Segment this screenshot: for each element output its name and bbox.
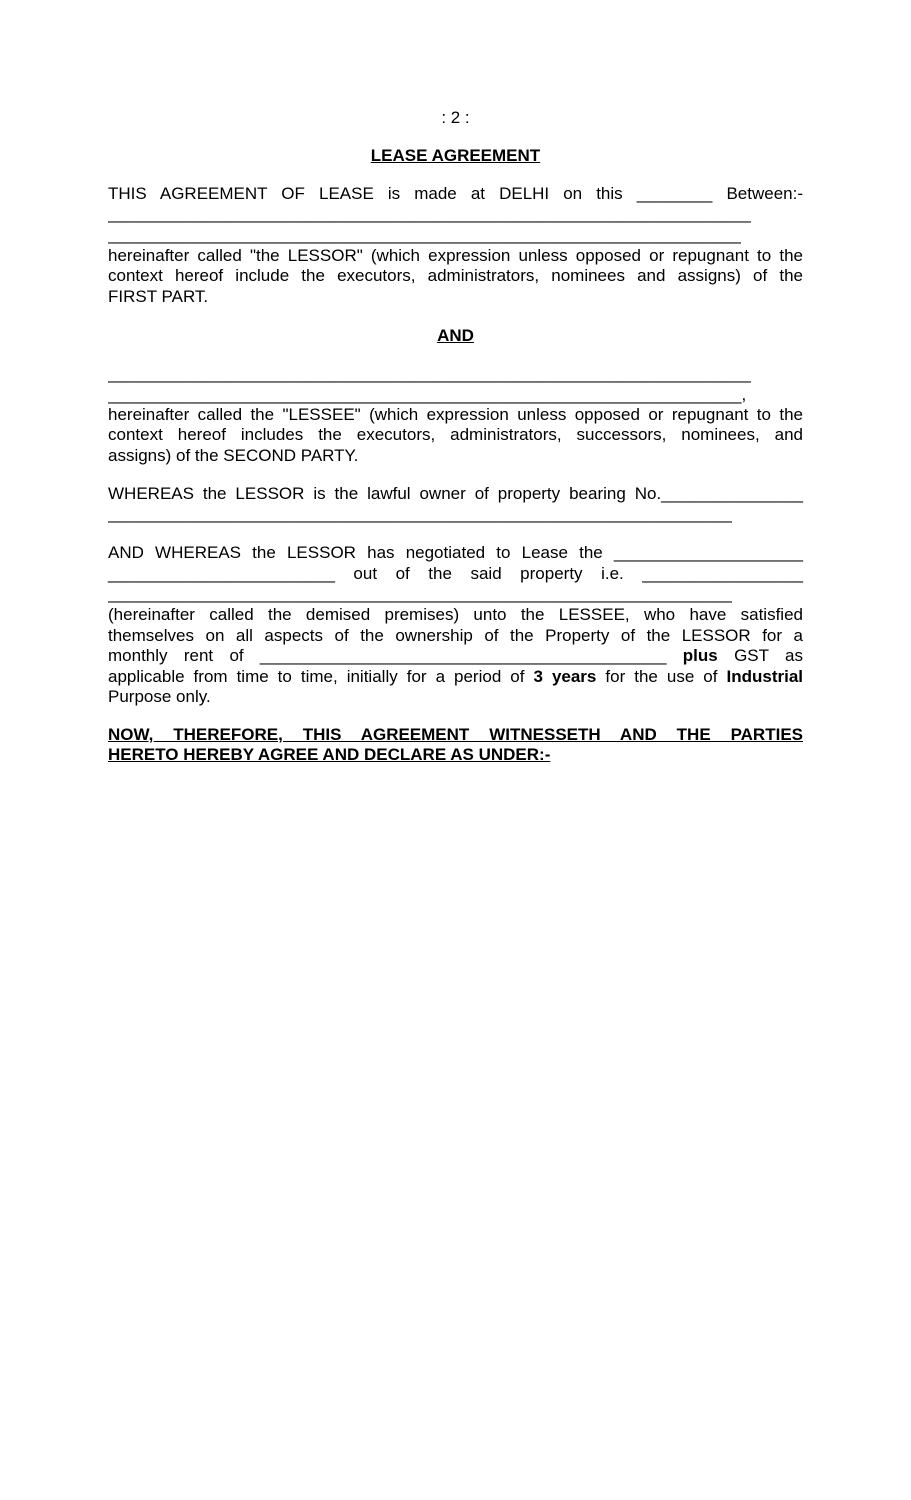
- para4-line1: AND WHEREAS the LESSOR has negotiated to Lease the ____________________: [108, 543, 803, 562]
- para1-line5: context hereof include the executors, administrators, nominees and assigns) of the: [108, 266, 803, 285]
- para4-line7: [108, 667, 803, 688]
- para4-line7-text-mid: for the use of: [605, 667, 718, 686]
- para1-line1: THIS AGREEMENT OF LEASE is made at DELHI on this ________ Between:-: [108, 184, 803, 203]
- para3-blank-line: __________________________________________________________________: [108, 504, 733, 523]
- para4-blank-line: __________________________________________________________________: [108, 584, 733, 603]
- page-number: : 2 :: [441, 108, 470, 127]
- para2-line4: context hereof includes the executors, administrators, successors, nominees, and: [108, 425, 803, 444]
- para2-line3: hereinafter called the "LESSEE" (which expression unless opposed or repugnant to the: [108, 405, 803, 424]
- para4-line4: (hereinafter called the demised premises) unto the LESSEE, who have satisfied: [108, 605, 803, 624]
- para2-line5: assigns) of the SECOND PARTY.: [108, 446, 359, 465]
- para1-blank-line-2: ___________________________________________________________________: [108, 225, 742, 244]
- para4-line6-bold: plus: [682, 646, 718, 665]
- para4-line6-text: monthly rent of ___________________________________________: [108, 646, 667, 665]
- para2-blank-line-2: ___________________________________________________________________,: [108, 385, 747, 404]
- final-clause-line2: HERETO HEREBY AGREE AND DECLARE AS UNDER:-: [108, 745, 551, 764]
- para4-line7-text: applicable from time to time, initially for a period of: [108, 667, 525, 686]
- para1-line6: FIRST PART.: [108, 287, 209, 306]
- para4-line7-bold-period: 3 years: [533, 667, 597, 686]
- para2-blank-line-1: ____________________________________________________________________: [108, 364, 751, 383]
- para1-line4: hereinafter called "the LESSOR" (which expression unless opposed or repugnant to the: [108, 246, 803, 265]
- para4-line5: themselves on all aspects of the ownership of the Property of the LESSOR for a: [108, 626, 803, 645]
- para4-line8: Purpose only.: [108, 687, 211, 706]
- para4-line6-text-end: GST as: [734, 646, 803, 665]
- para4-line7-bold-purpose: Industrial: [726, 667, 804, 686]
- para1-blank-line-1: ____________________________________________________________________: [108, 204, 751, 223]
- para3-line1: WHEREAS the LESSOR is the lawful owner of property bearing No._______________: [108, 484, 803, 503]
- final-clause-line1: NOW, THEREFORE, THIS AGREEMENT WITNESSETH AND THE PARTIES: [108, 725, 803, 744]
- and-heading: AND: [437, 326, 474, 345]
- para4-line2: ________________________ out of the said property i.e. _________________: [108, 564, 803, 583]
- para4-line6: [108, 646, 803, 667]
- document-title: LEASE AGREEMENT: [370, 146, 541, 165]
